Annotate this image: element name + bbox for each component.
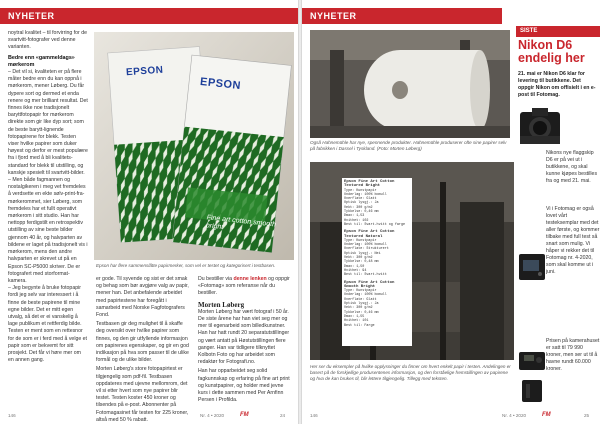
spec-line: Underlag: 100% bomull [344,243,387,248]
spec-line: Type: Kunstpapir [344,238,377,243]
sidebar-paragraph: Vi i Fotomag er også lovet vårt testeksemplar med det aller første, og kommer tilbake med full test så snart som mulig. Vi håper vi rekker det til Fotomag nr. 4-2020, som skal komme ut i juni. [546,206,600,275]
spec-line: Tykkelse: 0,46 mm [344,210,379,215]
footer-page-number: 25 [584,413,590,418]
article-paragraph: Han har opparbeidet seg solid fagkunnskap og erfaring på fine art print og kunstpapirer, og holder med jevne kurs i dette sammen med Per Arnfinn Persen i Profilda. [198,368,290,404]
epson-box-label: Fine art cotton smooth bright [205,214,277,232]
spec-line: Optisk lysgj.: Ja [344,201,379,206]
article-column-2 [96,276,192,423]
news-sidebar [516,26,600,406]
article-paragraph: Morten Løberg's store fotopapirtest er tilgjengelig som pdf-fil. Testbasen oppdateres med ujevne mellomrom, det vil si etter hvert som nye papirer blir testet. Testen koster 450 kroner og tilsendes på e-post. Abonnenter på Fotomagasinet får testen for 225 kroner, altså med 50 % rabatt. [96,366,189,423]
footer-issue: Nr. 4 • 2020 [200,413,225,418]
footer-left-number: 146 [8,413,16,418]
spec-line: Vekt: 300 g/m2 [344,256,373,261]
article-paragraph: er gode. Til syvende og sist er det smak og behag som bør avgjøre valg av papir, mener han. Det anbefalende arbeidet med papirtestene har foregått i samarbeid med Norske Fagfotografers Fond. [96,276,189,319]
section-bar: NYHETER [302,8,502,24]
spec-line: Type: Kunstpapir [344,188,377,193]
spec-line: Vekt: 300 g/m2 [344,306,373,311]
article-subhead: Bedre enn «gammeldags» mørkerom [8,54,75,68]
photo-caption: Epson har flere sammenslåtte papirmerker, som vel er testet og kategorisert i testbasen. [96,263,276,268]
spec-line: Underlag: 100% bomull [344,192,387,197]
sidebar-lead: 21. mai er Nikon D6 klar for levering til butikkene. Det oppgir Nikon om offisielt i en e-post til Fotomag. [518,71,596,98]
epson-paper-photo [94,32,294,260]
article-paragraph: – Men både fagmannen og nostalgikeren i meg vet fremdeles å verdsette en ekte sølv-print-fra-mørkerommet, sier Løberg, som fremdeles har et fullt operativt mørkerom i sitt studio. Han har nettopp ferdigstilt en retrospektiv utstilling av sine beste bilder gjennom 40 år, og halvparten av bildene er laget på tradisjonelt vis i mørkerom, mens den andre halvparten er skrevet ut på en Epson SC-P5000 skriver. De er fotografert med storformat-kamera. [8,177,88,284]
article-paragraph: Morten Løberg har vært fotograf i 50 år. De siste årene har han viet seg mer og mer til egenarbeid som billedkunstner. Han har hatt rundt 20 separatutstillinger og vært antatt på Høstutstillingen flere ganger. Han var tidligere tilknyttet Kolbotn Foto og har arbeidet som redaktør for Fotografi.no. [198,308,290,366]
footer-page-number: 24 [280,413,286,418]
spec-line: Dmax: 1,50 [344,264,365,269]
order-text-pre: Du bestiller via [198,276,233,282]
spec-line: Overflate: Strukturert [344,247,389,252]
sidebar-paragraph: Prisen på kamerahuset er satt til 79 990 kroner, men ser ut til å havne rundt 60.000 kroner. [546,338,600,372]
spec-line: Overflate: Glatt [344,197,377,202]
spec-line: Hvithet: 94 [344,268,367,273]
spec-line: Hvithet: 102 [344,218,369,223]
spec-title: Epson Fine Art Cotton Smooth Bright [344,280,395,289]
spec-line: Optisk lysgj.: Nei [344,251,381,256]
article-paragraph: – Det vil si, kvaliteten er på flere måter bedre enn du kan oppnå i mørkerom, mener Løberg. Du får dypere sort og dermed et enda renere og mer brilliant resultat. Det finnes ikke noe tradisjonelt baryttfotopapir for mørkerom direkte som gir like dyp sort; som de beste barytt-lignende fotopapirene for blekk. Testen viser hvilke papirer som duker høyest og derfor er mest populære fra i fjord med å bli kvalitets-standard for blekk til utstilling, og kanskje spesielt til svartvitt-bilder. [8,69,88,176]
spec-line: Hvithet: 101 [344,319,369,324]
factory-photo-bottom [310,162,514,360]
spec-line: Dmax: 1,55 [344,314,365,319]
footer-magazine-logo: FM [240,412,249,418]
factory-hall-illustration [310,162,514,360]
right-page [302,0,600,424]
spec-line: Tykkelse: 0,48 mm [344,260,379,265]
footer-left-number: 146 [310,413,318,418]
top-photo-caption: Også Hahnemühle har nye, spennende produkter. Hahnemühle produserer ofte sine papirer selv på fabrikken i Dassel i Tyskland. (Foto: Morten Løberg) [310,140,507,151]
spec-line: Tykkelse: 0,46 mm [344,310,379,315]
spec-line: Overflate: Glatt [344,297,377,302]
spec-line: Best til: Svart-hvitt og farge [344,222,406,227]
spec-box [344,281,410,328]
sidebar-title: Nikon D6 endelig her [518,38,585,65]
epson-logo-back: EPSON [125,64,164,79]
spec-box [344,230,410,277]
sidebar-tag: SISTE [516,26,600,37]
bottom-photo-caption: Her ser du eksempler på hvilke opplysninger du finner om hvert enkelt papir i testen. Andelingen er basert på de forskjellige produsentenes informasjon, og den forståelige fremstillingen av papirene og hva de kan brukes til, blir lettere tilgjengelig. Tillegg med teksten. [310,364,511,381]
spec-line: Vekt: 300 g/m2 [344,205,373,210]
order-text-post: og oppgir «Fotomag» som referanse når du bestiller. [198,276,290,297]
article-column-1 [8,30,88,400]
nikon-camera-side-illustration [518,378,546,404]
paper-roll-illustration [310,30,510,138]
spec-line: Optisk lysgj.: Ja [344,302,379,307]
factory-photo-top [310,30,510,138]
nikon-camera-front-illustration [518,106,562,146]
left-page [0,0,298,424]
paper-spec-sheet [342,178,412,346]
article-paragraph: Testbasen gir deg mulighet til å skaffe deg oversikt over hvilke papirer som finnes, og den gir utfyllende informasjon om papirenes egenskaper, og gir en god indikasjon på hva som passer til de ulike formål og de ulike bilder. [96,321,189,364]
sidebar-paragraph: Nikons nye flaggskip D6 er på vei ut i butikkene, og skal kunne kjøpes bestilles fra og med 21. mai. [546,150,598,184]
spec-line: Best til: Farge [344,323,375,328]
order-paragraph [198,276,292,298]
spec-title: Epson Fine Art Cotton Textured Natural [344,230,395,239]
article-column-3 [198,276,292,404]
spec-line: Underlag: 100% bomull [344,293,387,298]
spec-title: Epson Fine Art Cotton Textured Bright [344,180,395,189]
spec-line: Best til: Svart-hvitt [344,273,387,278]
nikon-camera-back-illustration [518,252,546,282]
footer-issue: Nr. 4 • 2020 [502,413,527,418]
bio-heading: Morten Løberg [198,300,245,309]
section-bar: NYHETER [0,8,298,24]
article-paragraph: – Jeg begynte å bruke fotopapir fordi jeg selv var interessert i å finne de beste papirene til mine egne bilder. Det er mitt egen utvalg, så det er ei vanskelig å lage publikum et rettferdig bilde. Testen er ment som en rettesnor for de som er i ferd med å velge et papir som er bekvemt for sitt prosjekt. Det får vi høre mer om en annen gang. [8,285,88,364]
spec-box [344,180,410,227]
spec-line: Dmax: 1,53 [344,214,365,219]
article-intro: noytral kvalitet – til forvirring for de svartvitt-fotografer ved denne varianten. [8,30,87,51]
spec-line: Type: Kunstpapir [344,289,377,294]
nikon-camera-top-illustration [518,348,546,374]
order-link[interactable]: denne lenken [233,276,267,282]
epson-logo-front: EPSON [199,75,242,93]
footer-magazine-logo: FM [542,412,551,418]
